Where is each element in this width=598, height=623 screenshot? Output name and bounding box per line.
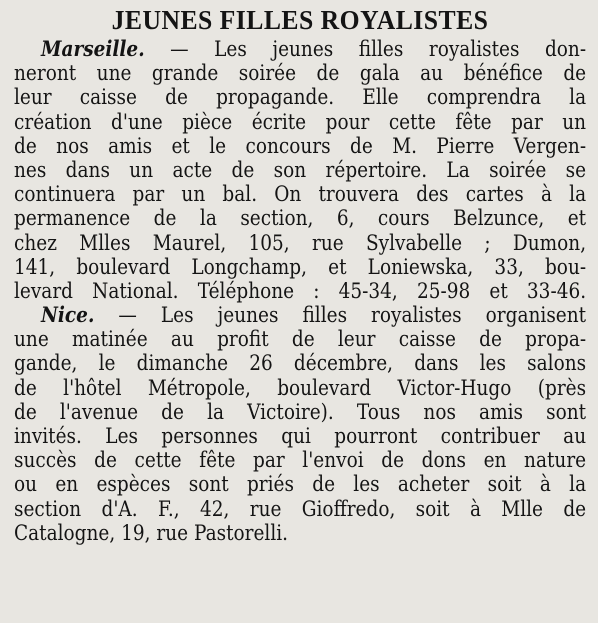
- marseille-line-5: de nos amis et le concours de M. Pierre Vergen-: [14, 134, 586, 159]
- marseille-line-10: 141, boulevard Longchamp, et Loniewska, 33, bou-: [14, 255, 586, 280]
- marseille-line-1: Marseille. — Les jeunes filles royalistes don-: [41, 38, 586, 62]
- article-body: [14, 38, 586, 546]
- marseille-line-6: nes dans un acte de son répertoire. La soirée se: [14, 158, 586, 183]
- marseille-line-2: neront une grande soirée de gala au bénéfice de: [14, 62, 586, 87]
- place-name-marseille: Marseille.: [41, 38, 145, 62]
- place-name-nice: Nice.: [41, 304, 95, 329]
- nice-line-4: de l'hôtel Métropole, boulevard Victor-Hugo (près: [14, 376, 586, 401]
- article-headline: JEUNES FILLES ROYALISTES: [111, 5, 489, 35]
- nice-line-10: Catalogne, 19, rue Pastorelli.: [14, 521, 289, 546]
- nice-line-7: succès de cette fête par l'envoi de dons en nature: [14, 449, 586, 474]
- marseille-line-8: permanence de la section, 6, cours Belzunce, et: [14, 207, 586, 232]
- nice-line-1: Nice. — Les jeunes filles royalistes organisent: [41, 304, 586, 329]
- marseille-line-3: leur caisse de propagande. Elle comprendra la: [14, 86, 586, 111]
- nice-line-5: de l'avenue de la Victoire). Tous nos amis sont: [14, 400, 586, 425]
- nice-line-9: section d'A. F., 42, rue Gioffredo, soit à Mlle de: [14, 497, 586, 522]
- marseille-line-9: chez Mlles Maurel, 105, rue Sylvabelle ; Dumon,: [14, 231, 586, 256]
- marseille-line-11: levard National. Téléphone : 45-34, 25-98 et 33-46.: [14, 279, 586, 304]
- nice-line-6: invités. Les personnes qui pourront contribuer au: [14, 425, 586, 449]
- nice-line-2: une matinée au profit de leur caisse de propa-: [14, 328, 586, 353]
- nice-line-3: gande, le dimanche 26 décembre, dans les salons: [14, 352, 586, 377]
- nice-line-8: ou en espèces sont priés de les acheter soit à la: [14, 473, 586, 498]
- marseille-line-4: création d'une pièce écrite pour cette fête par un: [14, 110, 586, 135]
- marseille-line-7: continuera par un bal. On trouvera des cartes à la: [14, 183, 586, 208]
